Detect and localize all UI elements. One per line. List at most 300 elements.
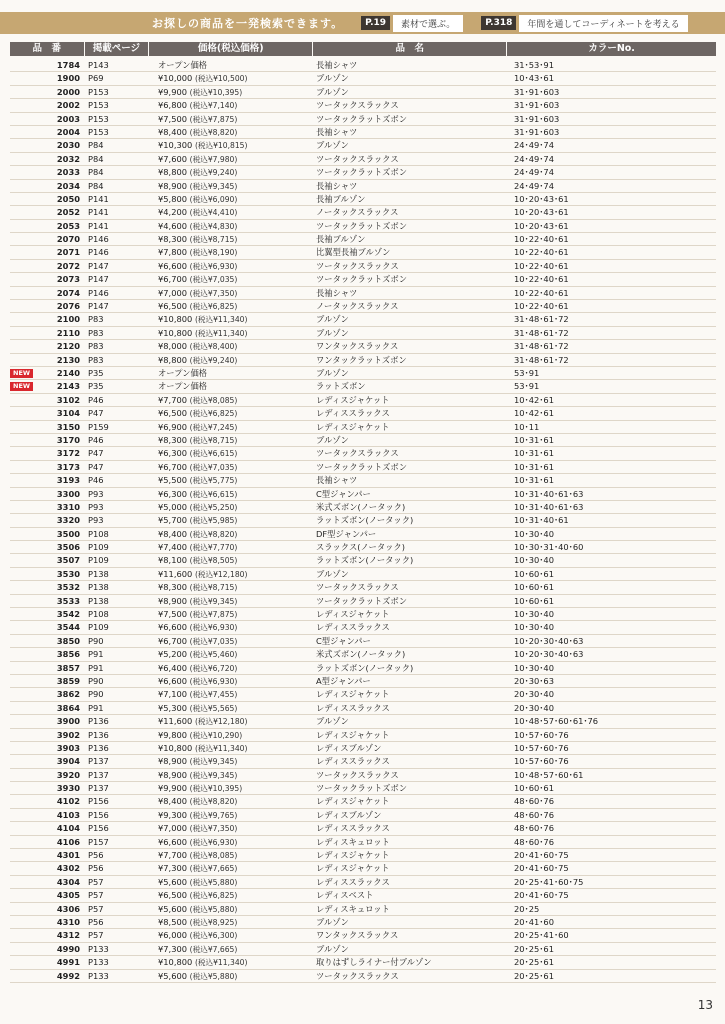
product-code <box>10 929 84 941</box>
price-value: ¥8,300 <box>158 434 188 445</box>
product-code-text: 3544 <box>56 622 80 633</box>
catalog-page: P138 <box>88 582 109 593</box>
product-name: C型ジャンパー <box>316 488 371 499</box>
product-name: ブルゾン <box>316 140 349 151</box>
tax-included-price: (税込¥8,925) <box>189 918 238 927</box>
table-row <box>10 809 716 822</box>
product-code <box>10 836 84 848</box>
product-code-text: 3902 <box>56 729 80 740</box>
catalog-page: P47 <box>88 461 104 472</box>
color-numbers: 10･31･40･61･63 <box>514 501 584 512</box>
banner-ref1-page[interactable]: P.19 <box>361 16 390 30</box>
color-numbers: 10･22･40･61 <box>514 301 569 312</box>
product-table <box>10 59 716 983</box>
color-numbers: 10･57･60･76 <box>514 742 569 753</box>
price-value: ¥8,400 <box>158 528 188 539</box>
product-code <box>10 246 84 258</box>
product-code <box>10 675 84 687</box>
price-cell <box>148 595 312 607</box>
price-cell <box>148 501 312 513</box>
tax-included-price: (税込¥7,875) <box>189 610 238 620</box>
color-numbers: 10･30･40 <box>514 528 554 539</box>
tax-included-price: (税込¥6,930) <box>189 261 238 271</box>
price-value: ¥10,800 <box>158 327 193 338</box>
product-code <box>10 367 84 379</box>
table-row <box>10 541 716 554</box>
table-row <box>10 729 716 742</box>
product-name: レディスジャケット <box>316 609 390 620</box>
color-numbers: 31･91･603 <box>514 86 560 97</box>
price-value: ¥10,800 <box>158 957 193 968</box>
catalog-page: P90 <box>88 675 104 686</box>
catalog-page: P137 <box>88 783 109 794</box>
price-cell <box>148 139 312 151</box>
tax-included-price: (税込¥11,340) <box>194 743 248 753</box>
table-row <box>10 943 716 956</box>
catalog-page: P57 <box>88 930 104 941</box>
table-row <box>10 300 716 313</box>
product-code-text: 4306 <box>56 903 80 914</box>
product-name: レディスジャケット <box>316 796 390 807</box>
product-code-text: 4104 <box>56 823 80 834</box>
tax-included-price: (税込¥11,340) <box>194 315 248 325</box>
color-numbers: 10･60･61 <box>514 582 554 593</box>
product-code-text: 1900 <box>56 73 80 84</box>
product-code <box>10 220 84 232</box>
product-code <box>10 541 84 553</box>
product-name: レディスジャケット <box>316 863 390 874</box>
price-cell <box>148 702 312 714</box>
tax-included-price: (税込¥9,345) <box>189 596 238 606</box>
product-name: ラットズボン(ノータック) <box>316 662 414 673</box>
product-name: ブルゾン <box>316 327 349 338</box>
banner-lead-text: お探しの商品を一発検索できます。 <box>152 17 344 30</box>
price-value: ¥9,900 <box>158 86 188 97</box>
tax-included-price: (税込¥5,880) <box>189 971 238 981</box>
price-value: ¥6,000 <box>158 930 188 941</box>
price-cell <box>148 233 312 245</box>
price-cell <box>148 126 312 138</box>
product-code-text: 4312 <box>56 930 80 941</box>
product-code-text: 4310 <box>56 917 80 927</box>
table-row <box>10 447 716 460</box>
table-row <box>10 782 716 795</box>
catalog-page: P56 <box>88 917 104 927</box>
color-numbers: 31･91･603 <box>514 126 560 137</box>
product-code <box>10 621 84 633</box>
banner-ref2-page[interactable]: P.318 <box>481 16 516 30</box>
tax-included-price: (税込¥8,715) <box>189 435 238 445</box>
table-row <box>10 568 716 581</box>
catalog-page: P56 <box>88 850 104 861</box>
product-name: DF型ジャンパー <box>316 528 377 539</box>
price-value: ¥8,400 <box>158 126 188 137</box>
tax-included-price: (税込¥10,815) <box>194 141 248 151</box>
color-numbers: 10･30･40 <box>514 609 554 620</box>
tax-included-price: (税込¥9,345) <box>189 757 238 767</box>
product-code-text: 3530 <box>56 568 80 579</box>
table-row <box>10 849 716 862</box>
price-cell <box>148 488 312 500</box>
catalog-page: P136 <box>88 716 109 727</box>
header-color: カラーNo. <box>588 43 635 54</box>
price-value: ¥7,500 <box>158 609 188 620</box>
price-cell <box>148 635 312 647</box>
price-cell <box>148 956 312 968</box>
catalog-page: P133 <box>88 957 109 968</box>
color-numbers: 20･25･61 <box>514 943 554 954</box>
table-row <box>10 340 716 353</box>
price-cell <box>148 153 312 165</box>
price-cell <box>148 876 312 888</box>
price-value: ¥8,900 <box>158 180 188 191</box>
product-name: ブルゾン <box>316 314 349 325</box>
price-cell <box>148 461 312 473</box>
tax-included-price: (税込¥5,565) <box>189 703 238 713</box>
product-code <box>10 72 84 84</box>
color-numbers: 10･60･61 <box>514 595 554 606</box>
catalog-page: P108 <box>88 528 109 539</box>
price-cell <box>148 193 312 205</box>
table-row <box>10 180 716 193</box>
product-name: 長袖シャツ <box>316 126 358 137</box>
product-name: ブルゾン <box>316 943 349 954</box>
new-badge: NEW <box>10 382 33 391</box>
color-numbers: 10･57･60･76 <box>514 729 569 740</box>
price-value: ¥6,500 <box>158 890 188 901</box>
price-cell <box>148 367 312 379</box>
price-cell <box>148 300 312 312</box>
table-row <box>10 715 716 728</box>
catalog-page: P83 <box>88 314 104 325</box>
catalog-page: P109 <box>88 555 109 566</box>
table-row <box>10 702 716 715</box>
catalog-page: P90 <box>88 689 104 700</box>
price-cell <box>148 795 312 807</box>
price-value: ¥5,600 <box>158 970 188 981</box>
product-code-text: 4102 <box>56 796 80 807</box>
table-row <box>10 795 716 808</box>
tax-included-price: (税込¥7,770) <box>189 543 238 553</box>
tax-included-price: (税込¥7,665) <box>189 944 238 954</box>
new-badge: NEW <box>10 369 33 378</box>
product-name: ツータックスラックス <box>316 260 399 271</box>
product-name: ワンタックラットズボン <box>316 354 407 365</box>
catalog-page: P156 <box>88 809 109 820</box>
product-code <box>10 421 84 433</box>
price-cell <box>148 72 312 84</box>
product-code <box>10 809 84 821</box>
catalog-page: P136 <box>88 742 109 753</box>
color-numbers: 10･31･40･61 <box>514 515 569 526</box>
price-value: ¥4,200 <box>158 207 188 218</box>
price-value: ¥5,600 <box>158 903 188 914</box>
price-cell <box>148 180 312 192</box>
product-code-text: 3500 <box>56 528 80 539</box>
product-name: ブルゾン <box>316 367 349 378</box>
price-value: ¥8,800 <box>158 167 188 178</box>
tax-included-price: (税込¥4,410) <box>189 208 238 218</box>
product-name: 長袖シャツ <box>316 60 358 70</box>
product-code <box>10 554 84 566</box>
tax-included-price: (税込¥7,035) <box>189 275 238 285</box>
price-cell <box>148 380 312 392</box>
header-name: 品 名 <box>313 42 507 56</box>
color-numbers: 10･20･30･40･63 <box>514 635 584 646</box>
product-code-text: 3920 <box>56 769 80 780</box>
product-code <box>10 313 84 325</box>
price-cell <box>148 648 312 660</box>
catalog-page: P133 <box>88 970 109 981</box>
color-numbers: 53･91 <box>514 381 540 392</box>
table-row <box>10 246 716 259</box>
catalog-page: P91 <box>88 702 104 713</box>
product-name: レディスブルゾン <box>316 809 382 820</box>
table-row <box>10 233 716 246</box>
color-numbers: 20･41･60･75 <box>514 863 569 874</box>
price-cell <box>148 99 312 111</box>
product-code-text: 3104 <box>56 408 80 419</box>
price-value: ¥5,700 <box>158 515 188 526</box>
table-row <box>10 220 716 233</box>
product-name: ブルゾン <box>316 73 349 84</box>
catalog-page: P146 <box>88 234 109 245</box>
price-cell <box>148 809 312 821</box>
table-row <box>10 929 716 942</box>
table-row <box>10 367 716 380</box>
product-code-text: 2073 <box>56 274 80 285</box>
product-name: レディスベスト <box>316 890 374 901</box>
banner-ref2-text[interactable]: 年間を通してコーディネートを考える <box>519 15 687 32</box>
product-code-text: 4991 <box>56 957 80 968</box>
price-cell <box>148 688 312 700</box>
tax-included-price: (税込¥7,455) <box>189 690 238 700</box>
product-name: 長袖シャツ <box>316 475 358 486</box>
product-code-text: 2002 <box>56 100 80 111</box>
product-name: ツータックラットズボン <box>316 461 408 472</box>
product-code-text: 2000 <box>56 86 80 97</box>
price-cell <box>148 447 312 459</box>
product-code <box>10 380 84 392</box>
product-code <box>10 354 84 366</box>
product-code <box>10 943 84 955</box>
price-value: ¥7,600 <box>158 153 188 164</box>
price-value: ¥6,300 <box>158 448 188 459</box>
product-code <box>10 595 84 607</box>
tax-included-price: (税込¥8,505) <box>189 556 238 566</box>
product-code <box>10 153 84 165</box>
product-name: レディススラックス <box>316 823 390 834</box>
price-cell <box>148 474 312 486</box>
product-code-text: 2034 <box>56 180 80 191</box>
product-code <box>10 273 84 285</box>
page-number: 13 <box>697 998 713 1012</box>
tax-included-price: (税込¥8,715) <box>189 235 238 245</box>
price-cell <box>148 59 312 71</box>
price-value: ¥8,000 <box>158 341 188 352</box>
table-row <box>10 635 716 648</box>
table-row <box>10 126 716 139</box>
product-code-text: 2053 <box>56 220 80 231</box>
product-code-text: 2050 <box>56 193 80 204</box>
price-cell <box>148 608 312 620</box>
price-cell <box>148 916 312 928</box>
price-value: ¥8,500 <box>158 917 188 927</box>
price-cell <box>148 113 312 125</box>
price-value: ¥6,600 <box>158 622 188 633</box>
table-row <box>10 474 716 487</box>
price-value: ¥8,300 <box>158 234 188 245</box>
price-value: ¥8,300 <box>158 582 188 593</box>
banner-ref1-text[interactable]: 素材で選ぶ。 <box>393 15 463 32</box>
color-numbers: 31･53･91 <box>514 60 554 70</box>
header-page: 掲載ページ <box>85 42 150 56</box>
catalog-page: P84 <box>88 167 104 178</box>
tax-included-price: (税込¥6,615) <box>189 449 238 459</box>
tax-included-price: (税込¥8,085) <box>189 851 238 861</box>
product-code-text: 3857 <box>56 662 80 673</box>
product-code-text: 3532 <box>56 582 80 593</box>
product-code <box>10 139 84 151</box>
price-cell <box>148 340 312 352</box>
product-name: 米式ズボン(ノータック) <box>316 501 406 512</box>
tax-included-price: (税込¥5,880) <box>189 877 238 887</box>
color-numbers: 31･91･603 <box>514 113 560 124</box>
price-value: ¥10,800 <box>158 742 193 753</box>
color-numbers: 24･49･74 <box>514 153 554 164</box>
product-name: ワンタックスラックス <box>316 341 399 352</box>
table-row <box>10 139 716 152</box>
price-cell <box>148 554 312 566</box>
catalog-page: P83 <box>88 341 104 352</box>
product-code-text: 4301 <box>56 850 80 861</box>
price-cell <box>148 514 312 526</box>
product-code-text: 4304 <box>56 876 80 887</box>
table-row <box>10 394 716 407</box>
catalog-page: P141 <box>88 193 109 204</box>
price-value: ¥10,000 <box>158 73 193 84</box>
price-value: ¥6,400 <box>158 662 188 673</box>
product-name: レディスジャケット <box>316 689 390 700</box>
product-code-text: 3506 <box>56 542 80 553</box>
price-cell <box>148 313 312 325</box>
table-row <box>10 970 716 983</box>
table-row <box>10 354 716 367</box>
price-cell <box>148 434 312 446</box>
product-code <box>10 233 84 245</box>
price-cell <box>148 541 312 553</box>
table-row <box>10 675 716 688</box>
color-numbers: 10･48･57･60･61･76 <box>514 716 599 727</box>
product-code <box>10 956 84 968</box>
table-row <box>10 380 716 393</box>
catalog-page: P35 <box>88 367 104 378</box>
price-value: ¥10,800 <box>158 314 193 325</box>
catalog-page: P146 <box>88 247 109 258</box>
color-numbers: 20･30･40 <box>514 689 554 700</box>
color-numbers: 10･22･40･61 <box>514 234 569 245</box>
price-cell <box>148 742 312 754</box>
price-value: ¥4,600 <box>158 220 188 231</box>
catalog-page: P83 <box>88 354 104 365</box>
tax-included-price: (税込¥10,395) <box>189 784 243 794</box>
product-name: レディススラックス <box>316 876 390 887</box>
color-numbers: 48･60･76 <box>514 809 554 820</box>
color-numbers: 24･49･74 <box>514 180 554 191</box>
product-name: レディススラックス <box>316 622 390 633</box>
product-name: ツータックラットズボン <box>316 113 408 124</box>
product-code <box>10 769 84 781</box>
product-code <box>10 608 84 620</box>
product-code-text: 3904 <box>56 756 80 767</box>
tax-included-price: (税込¥8,715) <box>189 583 238 593</box>
color-numbers: 10･31･61 <box>514 434 554 445</box>
product-name: 比翼型長袖ブルゾン <box>316 247 391 258</box>
price-value: ¥9,900 <box>158 783 188 794</box>
product-code <box>10 99 84 111</box>
product-name: ブルゾン <box>316 917 349 927</box>
tax-included-price: (税込¥6,615) <box>189 489 238 499</box>
table-row <box>10 621 716 634</box>
catalog-page: P137 <box>88 756 109 767</box>
product-code <box>10 528 84 540</box>
product-code-text: 3533 <box>56 595 80 606</box>
product-name: ツータックラットズボン <box>316 595 408 606</box>
tax-included-price: (税込¥12,180) <box>194 569 248 579</box>
price-value: ¥7,000 <box>158 287 188 298</box>
color-numbers: 48･60･76 <box>514 796 554 807</box>
product-code-text: 3300 <box>56 488 80 499</box>
price-cell <box>148 407 312 419</box>
price-cell <box>148 166 312 178</box>
product-name: ツータックスラックス <box>316 970 399 981</box>
product-code-text: 2143 <box>56 381 80 392</box>
price-cell <box>148 206 312 218</box>
catalog-page: P141 <box>88 207 109 218</box>
catalog-page: P146 <box>88 287 109 298</box>
price-value: ¥8,400 <box>158 796 188 807</box>
tax-included-price: (税込¥8,085) <box>189 395 238 405</box>
table-row <box>10 407 716 420</box>
product-code-text: 4106 <box>56 836 80 847</box>
price-cell <box>148 528 312 540</box>
table-row <box>10 99 716 112</box>
table-row <box>10 862 716 875</box>
table-row <box>10 166 716 179</box>
product-name: レディスジャケット <box>316 850 390 861</box>
tax-included-price: (税込¥9,240) <box>189 168 238 178</box>
color-numbers: 10･60･61 <box>514 568 554 579</box>
price-value: ¥8,900 <box>158 769 188 780</box>
product-code-text: 2030 <box>56 140 80 151</box>
price-cell <box>148 621 312 633</box>
product-code-text: 2033 <box>56 167 80 178</box>
product-code-text: 4990 <box>56 943 80 954</box>
product-code <box>10 434 84 446</box>
color-numbers: 10･30･40 <box>514 622 554 633</box>
table-row <box>10 876 716 889</box>
price-cell <box>148 929 312 941</box>
product-code-text: 3864 <box>56 702 80 713</box>
catalog-page: P57 <box>88 903 104 914</box>
tax-included-price: (税込¥4,830) <box>189 221 238 231</box>
product-code <box>10 113 84 125</box>
tax-included-price: (税込¥6,930) <box>189 676 238 686</box>
tax-included-price: (税込¥7,245) <box>189 422 238 432</box>
color-numbers: 24･49･74 <box>514 140 554 151</box>
product-code <box>10 340 84 352</box>
product-name: A型ジャンパー <box>316 675 371 686</box>
